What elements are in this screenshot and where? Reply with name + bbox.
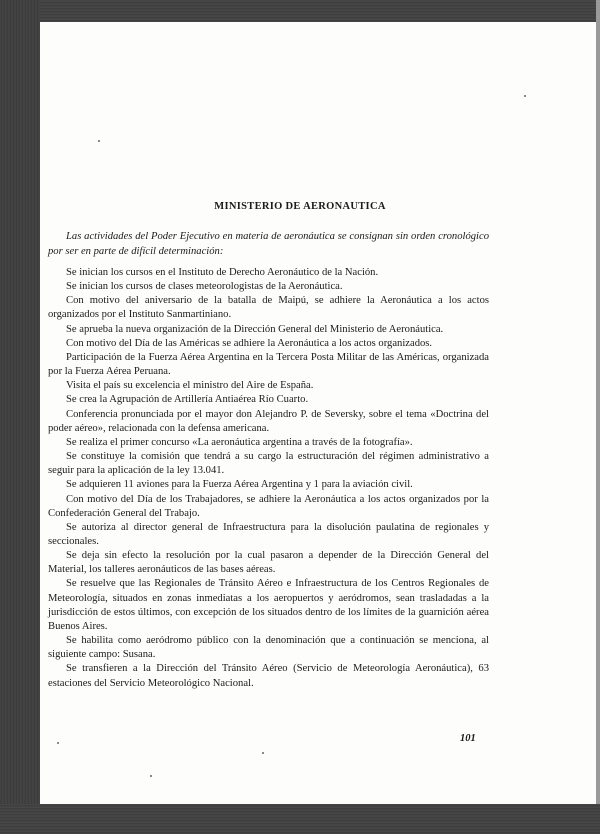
paragraph: Se aprueba la nueva organización de la Dirección General del Ministerio de Aeronáutica. bbox=[66, 323, 444, 335]
scan-speck bbox=[57, 742, 59, 744]
paragraph: Se habilita como aeródromo público con la denominación que a continuación se menciona, al siguiente campo: Susana. bbox=[48, 635, 489, 661]
paragraph: Se realiza el primer concurso «La aeronáutica argentina a través de la fotografía». bbox=[66, 436, 413, 448]
paragraph: Se autoriza al director general de Infraestructura para la disolución paulatina de regionales y seccionales. bbox=[48, 521, 489, 547]
scan-speck bbox=[524, 95, 526, 97]
paragraph: Conferencia pronunciada por el mayor don Alejandro P. de Seversky, sobre el tema «Doctrina del poder aéreo», relacionada con la defensa americana. bbox=[48, 408, 489, 434]
paragraph: Se resuelve que las Regionales de Tránsito Aéreo e Infraestructura de los Centros Regionales de Meteorología, situados en zonas inmediatas a los aeropuertos y aeródromos, sean trasladadas a la jurisdicción de estos últimos, con excepción de los situados dentro de los límites de la guarnición aérea Buenos Aires. bbox=[48, 578, 489, 632]
paragraph: Visita el país su excelencia el ministro del Aire de España. bbox=[66, 380, 314, 392]
paragraph: Con motivo del aniversario de la batalla de Maipú, se adhiere la Aeronáutica a los actos organizados por el Instituto Sanmartiniano. bbox=[48, 295, 489, 321]
scan-edge-bottom bbox=[0, 804, 600, 834]
scan-edge-right bbox=[596, 0, 600, 834]
paragraph: Se deja sin efecto la resolución por la cual pasaron a depender de la Dirección General del Material, los talleres aeronáuticos de las bases aéreas. bbox=[48, 550, 489, 576]
paragraph: Con motivo del Día de las Américas se adhiere la Aeronáutica a los actos organizados. bbox=[66, 337, 433, 349]
page-number: 101 bbox=[460, 733, 476, 744]
scan-speck bbox=[150, 775, 152, 777]
paragraph: Se inician los cursos en el Instituto de Derecho Aeronáutico de la Nación. bbox=[66, 267, 379, 278]
intro-paragraph: Las actividades del Poder Ejecutivo en materia de aeronáutica se consignan sin orden cronológico por ser en parte de difícil determinación: bbox=[48, 231, 489, 257]
paragraph: Se inician los cursos de clases meteorologistas de la Aeronáutica. bbox=[66, 281, 343, 293]
paragraph: Se adquieren 11 aviones para la Fuerza Aérea Argentina y 1 para la aviación civil. bbox=[66, 479, 413, 491]
scan-edge-top bbox=[0, 0, 600, 22]
paragraph: Participación de la Fuerza Aérea Argentina en la Tercera Posta Militar de las Américas, organizada por la Fuerza Aérea Peruana. bbox=[48, 351, 489, 378]
scan-edge-left bbox=[0, 0, 40, 834]
scan-speck bbox=[98, 140, 100, 142]
scan-speck bbox=[262, 752, 264, 754]
paragraph: Con motivo del Día de los Trabajadores, se adhiere la Aeronáutica a los actos organizados por la Confederación General del Trabajo. bbox=[48, 493, 489, 519]
paragraph: Se constituye la comisión que tendrá a su cargo la estructuración del régimen administrativo a seguir para la aplicación de la ley 13.041. bbox=[48, 451, 489, 477]
body-text bbox=[48, 266, 489, 691]
paragraph: Se crea la Agrupación de Artillería Antiaérea Río Cuarto. bbox=[66, 394, 309, 406]
page-title: MINISTERIO DE AERONAUTICA bbox=[214, 201, 386, 212]
paragraph: Se transfieren a la Dirección del Tránsito Aéreo (Servicio de Meteorología Aeronáutica), 63 estaciones del Servicio Meteorológico Nacional. bbox=[48, 663, 489, 689]
